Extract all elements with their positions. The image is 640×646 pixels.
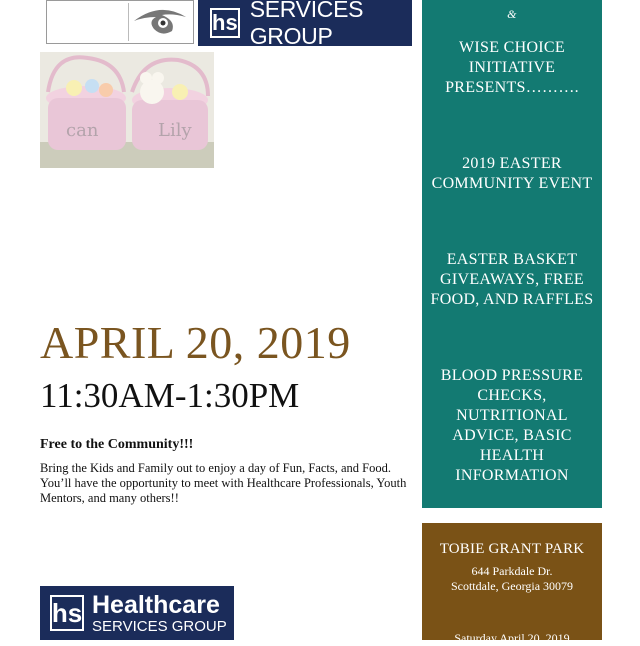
owl-logo-box [46,0,194,44]
location-panel [422,523,602,645]
hs-logo-mark: hs [50,595,84,631]
presenter-block [422,38,602,98]
address-line1: 644 Parkdale Dr. [471,564,553,578]
bottom-logo-line1: Healthcare [92,591,220,619]
bottom-company-logo [40,586,234,640]
presenter-line: WISE CHOICE [459,39,565,56]
top-company-logo [198,0,412,49]
hs-logo-mark: hs [210,8,240,38]
date-line: Saturday April 20, 2019 [454,631,570,645]
presenter-line: PRESENTS………. [445,79,579,96]
giveaways-line: EASTER BASKET [446,251,578,268]
owl-eye-icon [128,3,191,41]
bottom-logo-line2: SERVICES GROUP [92,618,227,635]
event-details-panel [422,0,602,508]
health-line: ADVICE, BASIC [452,427,572,444]
event-title-line: COMMUNITY EVENT [431,175,593,192]
event-title-block [422,154,602,194]
basket-right-label: Lily [158,120,192,141]
event-title-line: 2019 EASTER [462,155,562,172]
health-line: CHECKS, [477,387,547,404]
park-name: TOBIE GRANT PARK [439,541,585,557]
health-line: INFORMATION [455,467,569,484]
health-line: HEALTH [479,447,545,464]
giveaways-block [422,250,602,310]
ampersand: & [507,7,517,21]
giveaways-line: GIVEAWAYS, FREE [440,271,584,288]
health-line: BLOOD PRESSURE [440,367,584,384]
free-admission-heading: Free to the Community!!! [40,437,194,452]
easter-basket-photo [40,52,214,168]
event-time: 11:30AM-1:30PM [40,376,300,415]
presenter-line: INITIATIVE [468,59,556,76]
event-date: APRIL 20, 2019 [40,317,351,368]
giveaways-line: FOOD, AND RAFFLES [430,291,594,308]
basket-left-label: can [66,120,99,141]
health-services-block [422,366,602,486]
top-logo-text: SERVICES GROUP [249,0,364,49]
health-line: NUTRITIONAL [456,407,568,424]
address-line2: Scottdale, Georgia 30079 [450,579,574,593]
event-description: Bring the Kids and Family out to enjoy a day of Fun, Facts, and Food. You’ll have the opportunity to meet with Healthcare Professionals, Youth Mentors, and many others!! [40,461,407,505]
